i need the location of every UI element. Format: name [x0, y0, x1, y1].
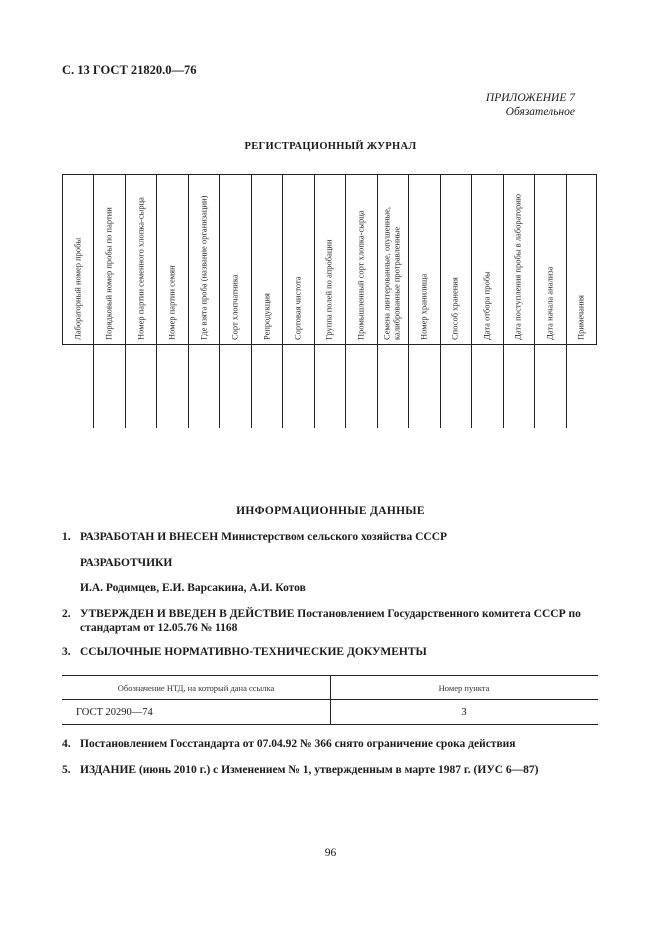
journal-column-label: Номер партии семенного хлопка-сырца: [134, 197, 145, 340]
journal-title: РЕГИСТРАЦИОННЫЙ ЖУРНАЛ: [244, 141, 417, 152]
journal-column-label: Сортовая чистота: [292, 276, 303, 340]
journal-column-label: Семена линтерованные, опушенные, калиброванные протравленные: [381, 206, 402, 340]
item-label: РАЗРАБОТАН И ВНЕСЕН: [80, 531, 219, 543]
info-item-2: [62, 607, 581, 635]
journal-column-header: [251, 174, 282, 344]
journal-column-header: [377, 174, 408, 344]
journal-column-header: [566, 174, 597, 344]
item-number: 1.: [62, 531, 71, 543]
item-number: 2.: [62, 608, 71, 620]
appendix-status: Обязательное: [505, 106, 575, 118]
info-item-5: [62, 763, 539, 777]
journal-column-header: [62, 174, 93, 344]
registration-journal-table: [62, 174, 597, 428]
item-text-continued: стандартам от 12.05.76 № 1168: [80, 622, 238, 634]
journal-column-header: [188, 174, 219, 344]
info-item-3: [62, 645, 427, 659]
info-item-1: [62, 530, 447, 544]
journal-column-header: [345, 174, 376, 344]
appendix-title: ПРИЛОЖЕНИЕ 7: [485, 92, 575, 104]
item-label: ССЫЛОЧНЫЕ НОРМАТИВНО-ТЕХНИЧЕСКИЕ ДОКУМЕНТЫ: [80, 646, 427, 658]
journal-column-header: [93, 174, 124, 344]
item-text: Министерством сельского хозяйства СССР: [218, 531, 448, 543]
info-item-4: [62, 737, 516, 751]
journal-column-header: [408, 174, 439, 344]
item-label: ИЗДАНИЕ: [80, 764, 137, 776]
journal-column-header: [125, 174, 156, 344]
reference-table: [62, 675, 598, 725]
journal-column-label: Сорт хлопчатника: [229, 274, 240, 340]
item-number: 4.: [62, 738, 71, 750]
journal-column-label: Группа полей по апробации: [323, 239, 334, 340]
page-header: С. 13 ГОСТ 21820.0—76: [62, 63, 197, 77]
journal-column-header: [282, 174, 313, 344]
journal-column-header: [503, 174, 534, 344]
developers-names: И.А. Родимцев, Е.И. Варсакина, А.И. Котов: [80, 582, 306, 594]
journal-column-label: Номер партии семян: [166, 265, 177, 340]
journal-column-label: Номер хранилища: [418, 273, 429, 340]
info-title: ИНФОРМАЦИОННЫЕ ДАННЫЕ: [236, 505, 425, 517]
journal-column-header: [471, 174, 502, 344]
journal-column-label: Репродукция: [260, 293, 271, 340]
journal-column-label: Лабораторный номер пробы: [71, 237, 82, 340]
journal-column-label: Промышленный сорт хлопка-сырца: [355, 210, 366, 340]
journal-column-header: [156, 174, 187, 344]
journal-column-label: Порядковый номер пробы по партии: [103, 207, 114, 340]
ref-header-clause: Номер пункта: [438, 683, 490, 693]
item-number: 5.: [62, 764, 71, 776]
journal-column-label: Дата поступления пробы в лабораторию: [512, 193, 523, 340]
item-text: Постановлением Государственного комитета СССР по: [294, 608, 581, 620]
journal-column-header: [440, 174, 471, 344]
developers-label: РАЗРАБОТЧИКИ: [80, 557, 173, 569]
journal-column-label: Где взята проба (название организации): [197, 195, 208, 340]
journal-column-label: Способ хранения: [449, 277, 460, 340]
item-label: УТВЕРЖДЕН И ВВЕДЕН В ДЕЙСТВИЕ: [80, 608, 295, 620]
journal-column-label: Примечания: [575, 295, 586, 340]
item-text: (июнь 2010 г.) с Изменением № 1, утвержденным в марте 1987 г. (ИУС 6—87): [136, 764, 539, 776]
page-number: 96: [324, 847, 337, 859]
ref-cell-doc: ГОСТ 20290—74: [76, 707, 153, 718]
item-text: Постановлением Госстандарта от 07.04.92 № 366 снято ограничение срока действия: [80, 738, 516, 750]
journal-column-label: Дата отбора пробы: [481, 271, 492, 340]
journal-column-header: [314, 174, 345, 344]
item-number: 3.: [62, 646, 71, 658]
journal-column-header: [219, 174, 250, 344]
ref-cell-clause: 3: [461, 707, 467, 718]
ref-header-doc: Обозначение НТД, на который дана ссылка: [117, 683, 275, 693]
journal-column-label: Дата начала анализа: [544, 266, 555, 340]
appendix-block: [486, 91, 575, 119]
journal-column-header: [534, 174, 565, 344]
